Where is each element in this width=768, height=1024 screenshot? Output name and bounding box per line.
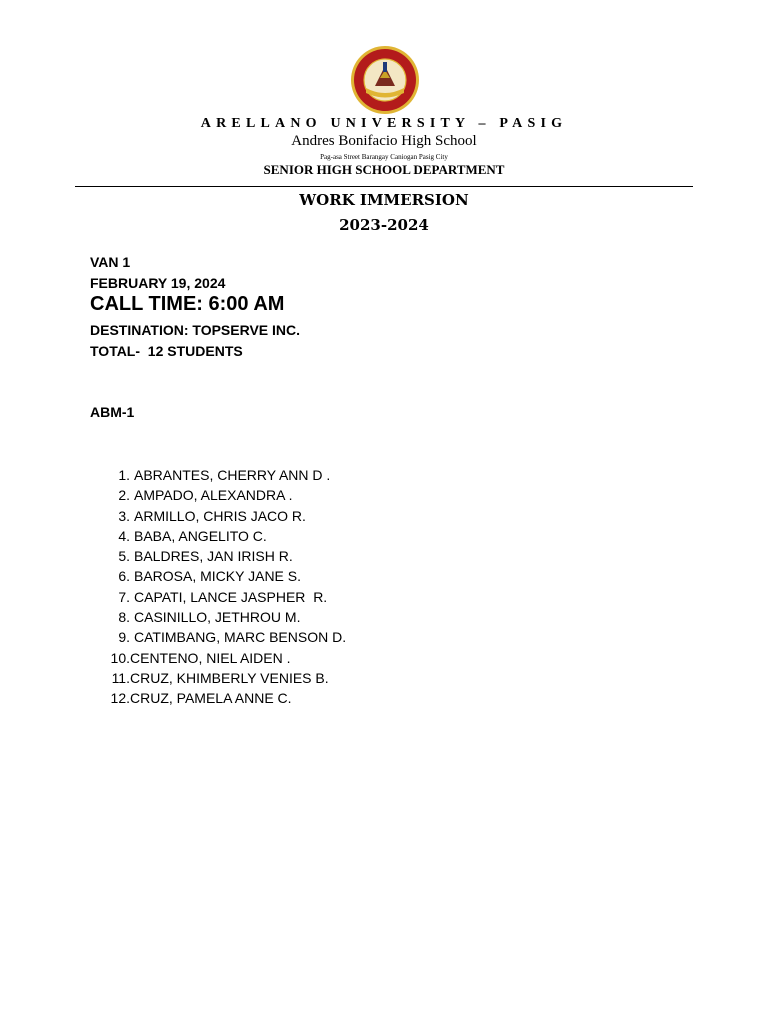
student-name: CRUZ, PAMELA ANNE C.	[130, 690, 292, 707]
student-list	[108, 466, 346, 710]
document-title: WORK IMMERSION	[299, 191, 469, 209]
list-item	[108, 527, 346, 547]
trip-date: FEBRUARY 19, 2024	[90, 275, 226, 291]
total-students: TOTAL- 12 STUDENTS	[90, 343, 243, 359]
item-number: 4.	[118, 527, 130, 544]
student-name: CAPATI, LANCE JASPHER R.	[134, 588, 328, 605]
header-divider	[75, 186, 693, 187]
school-address: Pag-asa Street Barangay Caniogan Pasig City	[320, 153, 448, 161]
item-number: 12.	[110, 690, 130, 707]
item-number: 3.	[118, 507, 130, 524]
item-number: 1.	[118, 467, 130, 483]
list-item	[108, 507, 346, 527]
list-item	[108, 669, 346, 689]
department-name: SENIOR HIGH SCHOOL DEPARTMENT	[263, 162, 505, 177]
call-time: CALL TIME: 6:00 AM	[90, 293, 285, 315]
school-name: Andres Bonifacio High School	[291, 133, 477, 149]
list-item	[108, 628, 346, 648]
item-number: 7.	[118, 588, 130, 605]
list-item	[108, 588, 346, 608]
item-number: 8.	[118, 609, 130, 626]
list-item	[108, 649, 346, 669]
student-name: ARMILLO, CHRIS JACO R.	[134, 507, 306, 524]
student-name: BAROSA, MICKY JANE S.	[134, 568, 302, 585]
student-name: BALDRES, JAN IRISH R.	[134, 548, 293, 565]
student-name: AMPADO, ALEXANDRA .	[134, 487, 293, 504]
school-year: 2023-2024	[339, 216, 429, 234]
item-number: 10.	[110, 649, 130, 666]
item-number: 9.	[118, 629, 130, 646]
student-name: ABRANTES, CHERRY ANN D .	[134, 467, 331, 483]
student-name: CRUZ, KHIMBERLY VENIES B.	[130, 669, 329, 686]
item-number: 5.	[118, 548, 130, 565]
destination: DESTINATION: TOPSERVE INC.	[90, 322, 301, 338]
student-name: CATIMBANG, MARC BENSON D.	[134, 629, 347, 646]
list-item	[108, 486, 346, 506]
university-seal-logo	[349, 44, 421, 116]
van-label: VAN 1	[90, 254, 131, 270]
list-item	[108, 567, 346, 587]
list-item	[108, 689, 346, 709]
student-name: BABA, ANGELITO C.	[134, 527, 267, 544]
student-name: CENTENO, NIEL AIDEN .	[130, 649, 291, 666]
item-number: 2.	[118, 487, 130, 504]
item-number: 11.	[111, 669, 130, 686]
student-name: CASINILLO, JETHROU M.	[134, 609, 301, 626]
section-label: ABM-1	[90, 404, 135, 420]
list-item	[108, 547, 346, 567]
list-item	[108, 608, 346, 628]
university-name: ARELLANO UNIVERSITY – PASIG	[200, 116, 568, 131]
list-item	[108, 466, 346, 486]
item-number: 6.	[118, 568, 130, 585]
